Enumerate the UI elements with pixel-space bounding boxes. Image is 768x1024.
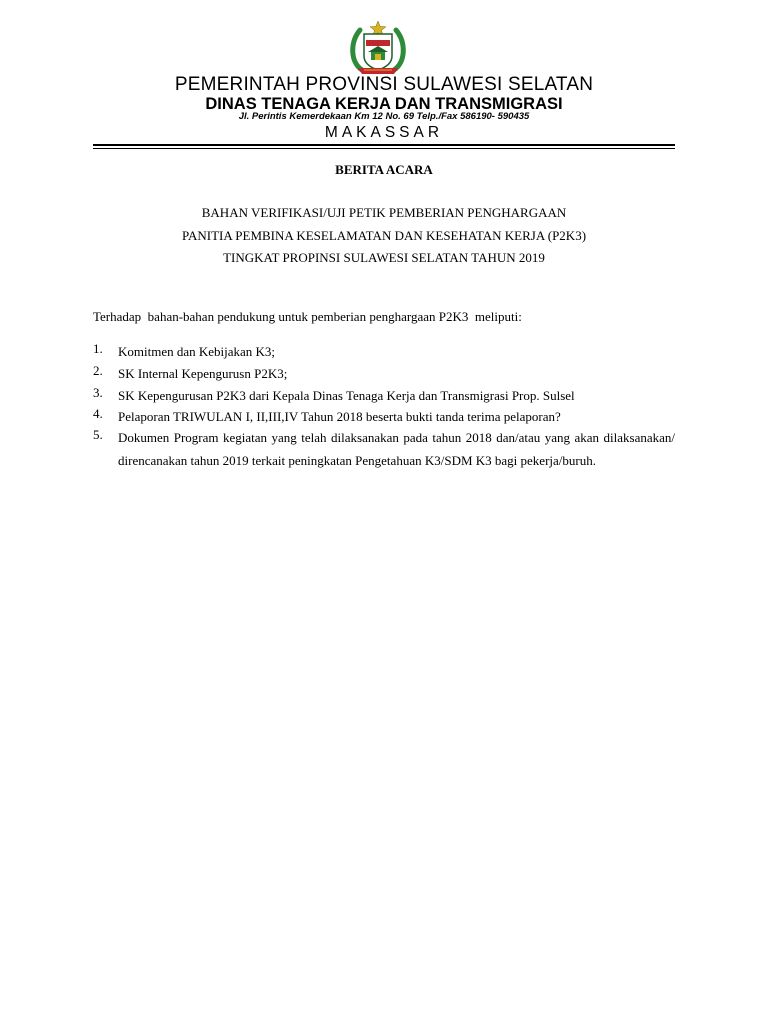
list-item-number: 4. <box>93 406 103 421</box>
south-sulawesi-emblem-icon <box>348 20 408 76</box>
list-item-number: 5. <box>93 427 103 442</box>
document-subtitle-line: BAHAN VERIFIKASI/UJI PETIK PEMBERIAN PENGHARGAAN <box>201 205 567 220</box>
list-item-text: Komitmen dan Kebijakan K3; <box>118 344 276 359</box>
list-item-number: 3. <box>93 385 103 400</box>
letterhead-divider-thick <box>93 144 675 146</box>
letterhead-divider-thin <box>93 148 675 149</box>
document-subtitle-line: TINGKAT PROPINSI SULAWESI SELATAN TAHUN 2019 <box>223 250 545 265</box>
list-item-text: SK Kepengurusan P2K3 dari Kepala Dinas Tenaga Kerja dan Transmigrasi Prop. Sulsel <box>118 388 575 403</box>
list-item-text: Dokumen Program kegiatan yang telah dilaksanakan pada tahun 2018 dan/atau yang akan dilaksanakan/ direncanakan tahun 2019 terkait peningkatan Pengetahuan K3/SDM K3 bagi pekerja/buruh. <box>118 430 675 468</box>
list-item-text: Pelaporan TRIWULAN I, II,III,IV Tahun 2018 beserta bukti tanda terima pelaporan? <box>118 409 561 424</box>
intro-paragraph: Terhadap bahan-bahan pendukung untuk pemberian penghargaan P2K3 meliputi: <box>93 309 522 324</box>
letterhead-address: Jl. Perintis Kemerdekaan Km 12 No. 69 Telp./Fax 586190- 590435 <box>238 111 530 122</box>
letterhead-city: MAKASSAR <box>324 124 444 141</box>
letterhead-agency-name: DINAS TENAGA KERJA DAN TRANSMIGRASI <box>205 95 563 113</box>
document-title: BERITA ACARA <box>335 162 433 177</box>
list-item-number: 1. <box>93 341 103 356</box>
list-item-text: SK Internal Kepengurusn P2K3; <box>118 366 288 381</box>
document-subtitle-line: PANITIA PEMBINA KESELAMATAN DAN KESEHATAN KERJA (P2K3) <box>181 228 587 243</box>
list-item-number: 2. <box>93 363 103 378</box>
letterhead-government-name: PEMERINTAH PROVINSI SULAWESI SELATAN <box>174 74 594 95</box>
